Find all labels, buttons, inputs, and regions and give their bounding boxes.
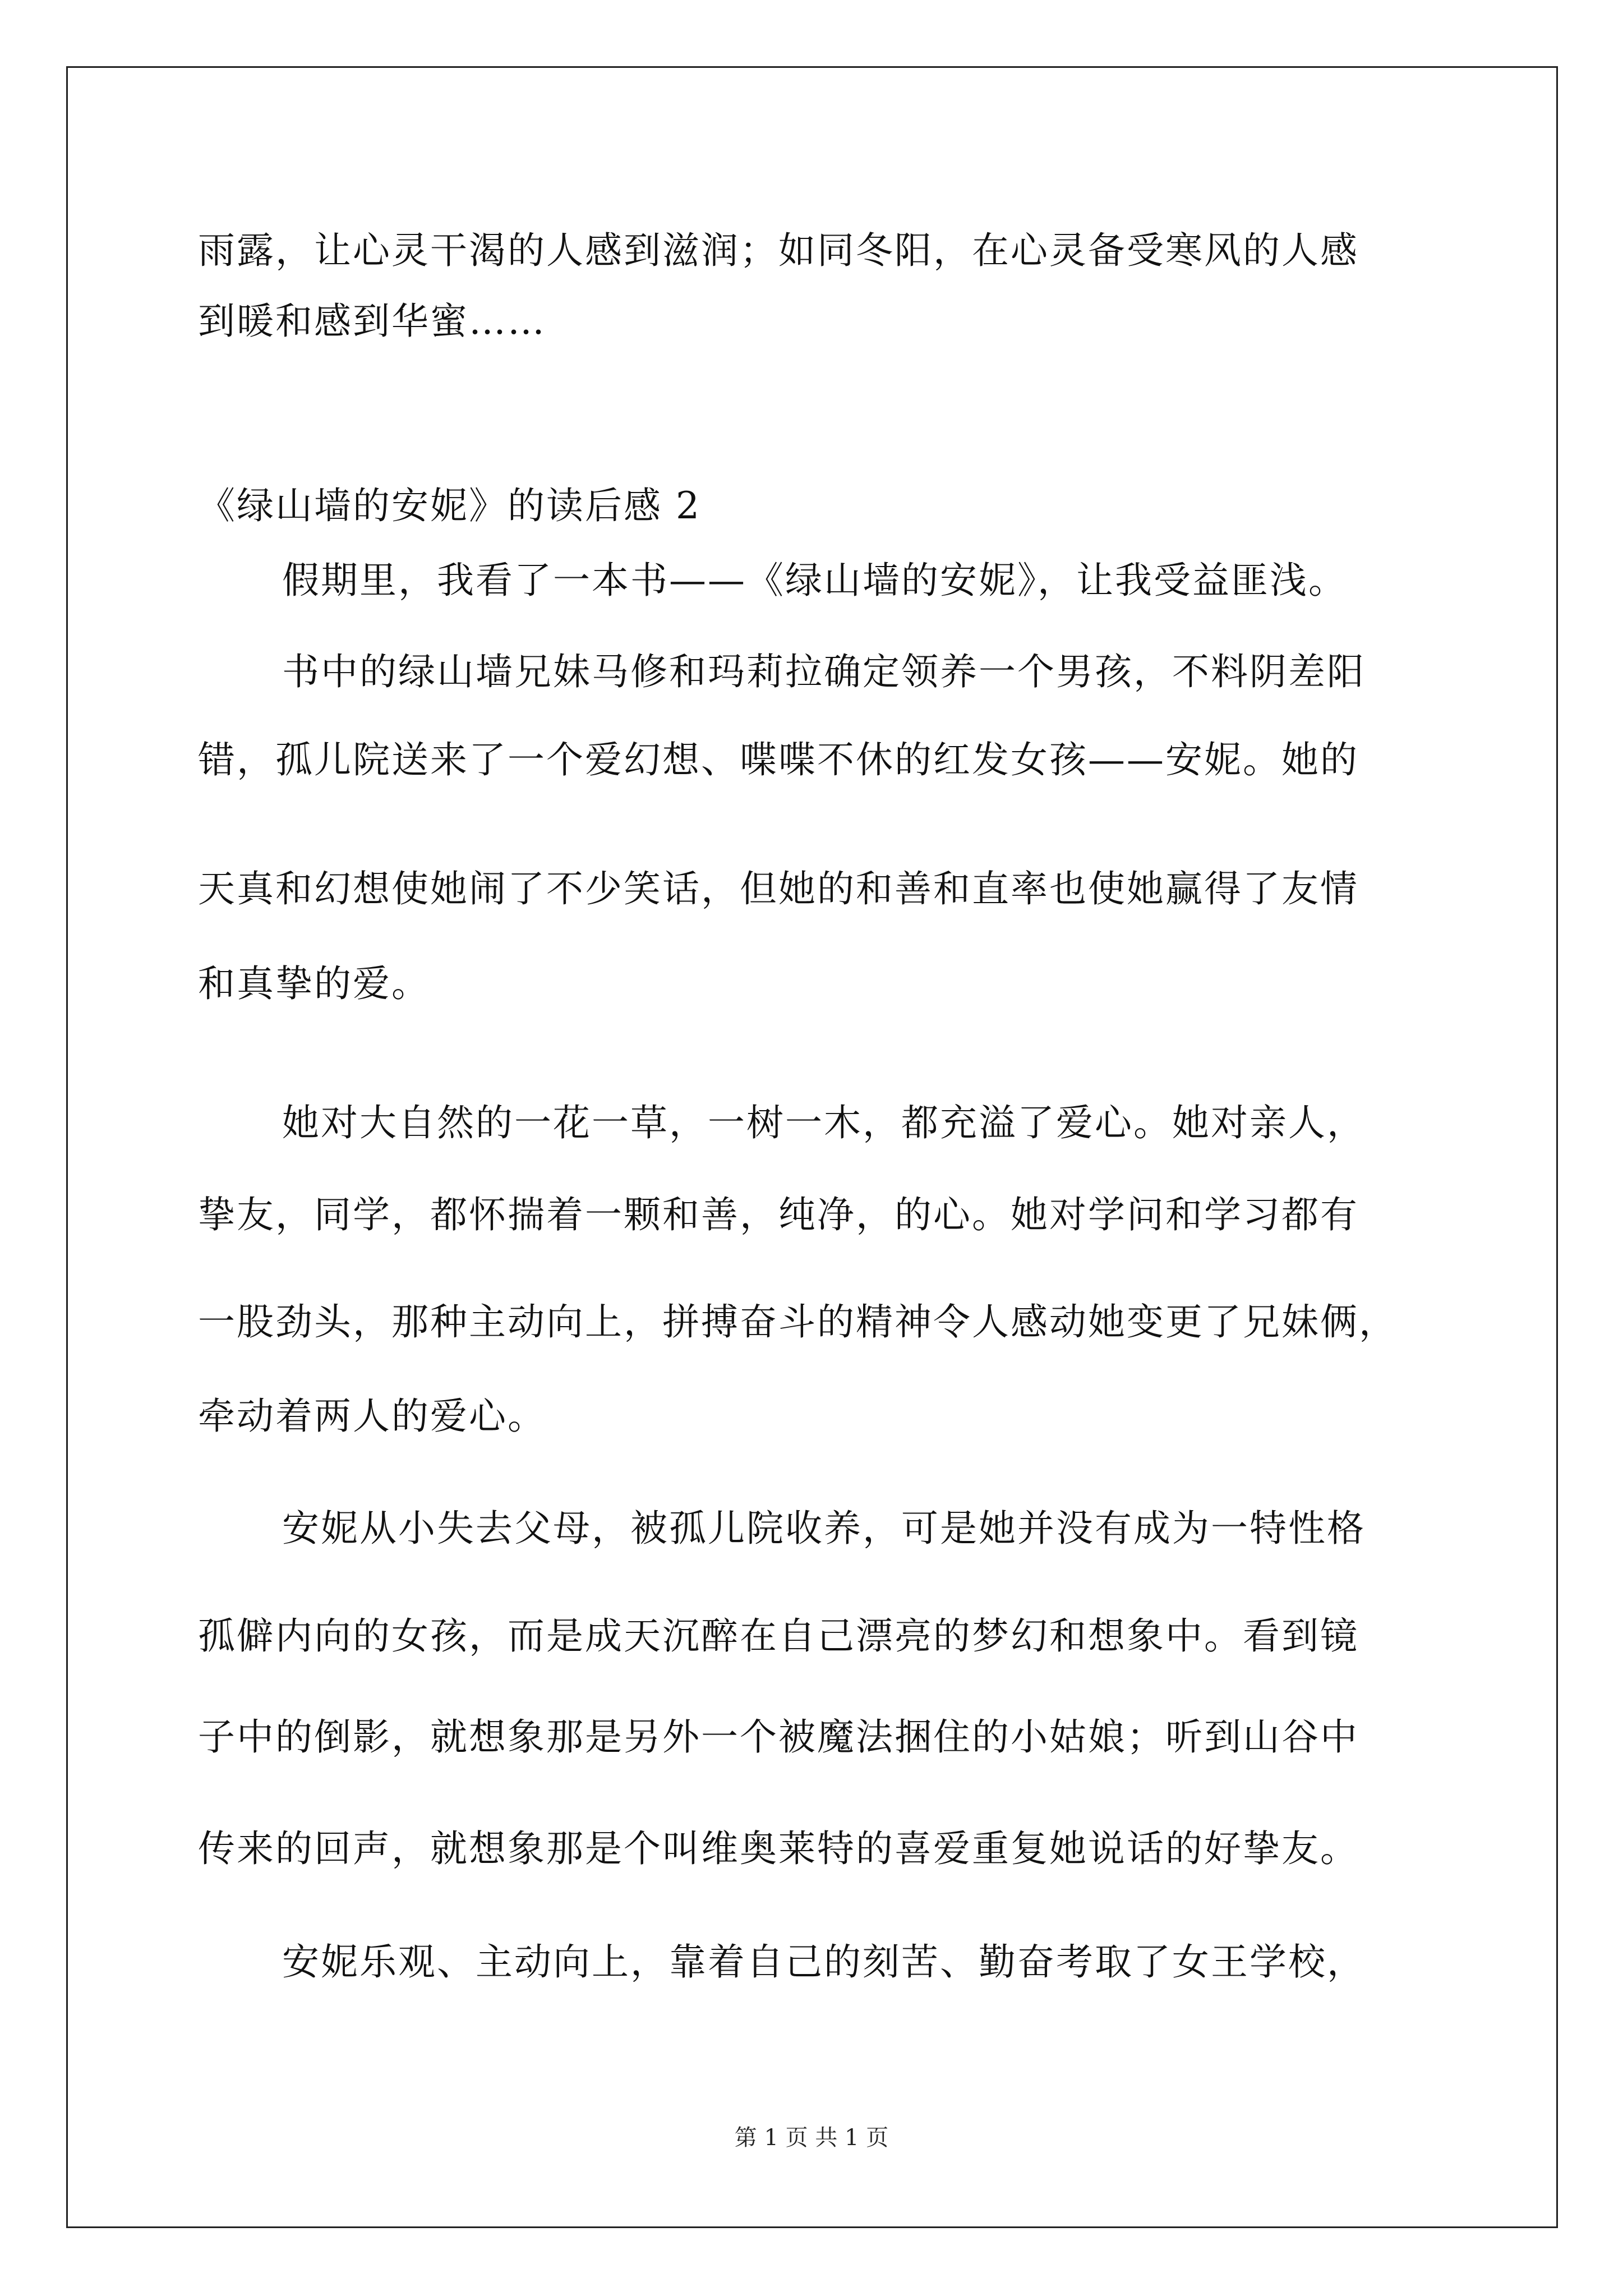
text-line: 子中的倒影，就想象那是另外一个被魔法捆住的小姑娘；听到山谷中 xyxy=(198,1715,1359,1759)
paragraph-start: 安妮乐观、主动向上，靠着自己的刻苦、勤奋考取了女王学校， xyxy=(282,1940,1366,1984)
text-line: 牵动着两人的爱心。 xyxy=(198,1395,546,1438)
text-line: 错，孤儿院送来了一个爱幻想、喋喋不休的红发女孩——安妮。她的 xyxy=(198,738,1359,781)
text-line: 和真挚的爱。 xyxy=(198,962,430,1005)
text-line: 天真和幻想使她闹了不少笑话，但她的和善和直率也使她赢得了友情 xyxy=(198,867,1359,910)
page-border xyxy=(66,66,1558,2228)
text-line: 挚友，同学，都怀揣着一颗和善，纯净，的心。她对学问和学习都有 xyxy=(198,1193,1359,1236)
text-line: 一股劲头，那种主动向上，拼搏奋斗的精神令人感动她变更了兄妹俩， xyxy=(198,1300,1398,1343)
paragraph-start: 安妮从小失去父母，被孤儿院收养，可是她并没有成为一特性格 xyxy=(282,1507,1366,1550)
text-line: 到暖和感到华蜜…… xyxy=(198,300,546,343)
text-line: 雨露，让心灵干渴的人感到滋润；如同冬阳，在心灵备受寒风的人感 xyxy=(198,229,1359,272)
page-number-footer: 第 1 页 共 1 页 xyxy=(734,2125,889,2151)
text-line: 传来的回声，就想象那是个叫维奥莱特的喜爱重复她说话的好挚友。 xyxy=(198,1827,1359,1870)
paragraph-start: 假期里，我看了一本书——《绿山墙的安妮》，让我受益匪浅。 xyxy=(282,559,1347,602)
paragraph-start: 书中的绿山墙兄妹马修和玛莉拉确定领养一个男孩，不料阴差阳 xyxy=(282,650,1366,693)
section-heading: 《绿山墙的安妮》的读后感 2 xyxy=(198,484,701,527)
text-line: 孤僻内向的女孩，而是成天沉醉在自己漂亮的梦幻和想象中。看到镜 xyxy=(198,1614,1359,1658)
paragraph-start: 她对大自然的一花一草，一树一木，都充溢了爱心。她对亲人， xyxy=(282,1101,1366,1144)
